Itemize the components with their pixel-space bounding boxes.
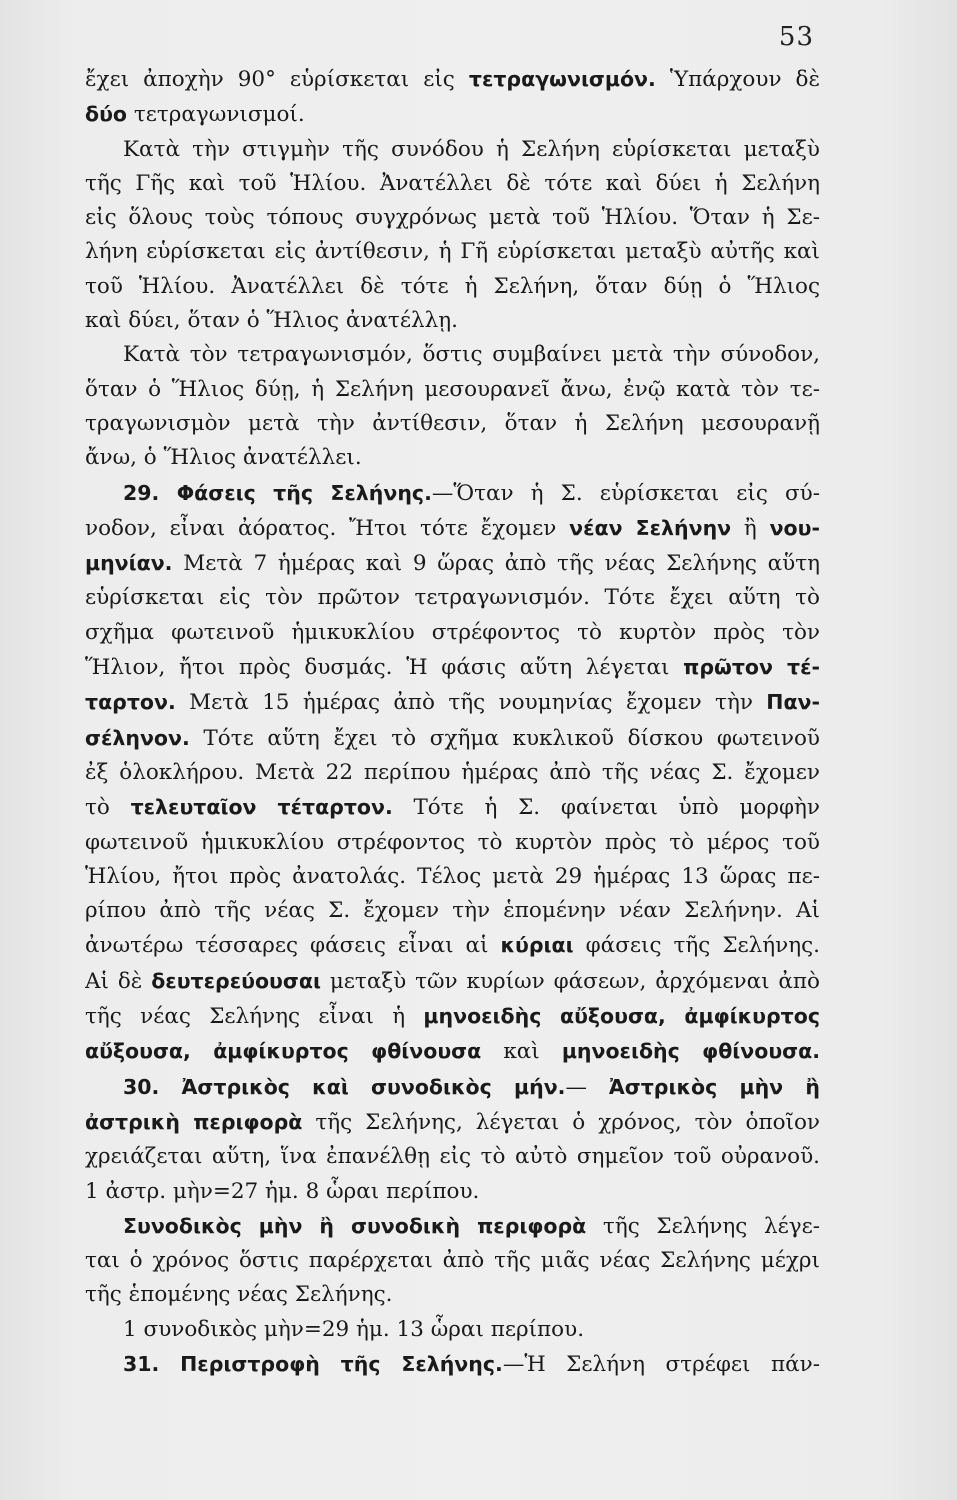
text-line (85, 1175, 820, 1209)
text-run: μεταξὺ τῶν κυρίων φάσεων, ἀρχόμεναι ἀπὸ (320, 968, 820, 994)
text-run: ρίπου ἀπὸ τῆς νέας Σ. ἔχομεν τὴν ἑπομένην νέαν Σελήνην. Αἱ (85, 898, 820, 924)
text-line (85, 928, 820, 963)
text-line (85, 1278, 820, 1312)
text-run: εὑρίσκεται εἰς τὸν πρῶτον τετραγωνισμόν. Τότε ἔχει αὕτη τὸ (85, 585, 820, 611)
text-line (85, 338, 820, 372)
text-run: τῆς Γῆς καὶ τοῦ Ἡλίου. Ἀνατέλλει δὲ τότε καὶ δύει ἡ Σελήνη (85, 170, 820, 196)
text-run: Μετὰ 7 ἡμέρας καὶ 9 ὥρας ἀπὸ τῆς νέας Σελήνης αὕτη (172, 551, 820, 577)
body-text (85, 62, 820, 1382)
text-line (85, 304, 820, 338)
text-line (85, 826, 820, 860)
text-line (85, 407, 820, 441)
bold-term: μηνοειδὴς φθίνουσα. (561, 1039, 820, 1064)
text-run: ὅταν ὁ Ἥλιος δύῃ, ἡ Σελήνη μεσουρανεῖ ἄνω, ἐνῷ κατὰ τὸν τε- (85, 376, 820, 402)
bold-term: 30. Ἀστρικὸς καὶ συνοδικὸς μήν. (123, 1074, 566, 1099)
text-line (85, 999, 820, 1034)
text-run: τῆς νέας Σελήνης εἶναι ἡ (85, 1004, 424, 1030)
text-line (85, 860, 820, 894)
bold-term: κύριαι (500, 933, 574, 958)
text-line (85, 790, 820, 825)
bold-term: νέαν Σελήνην (569, 515, 732, 540)
bold-term: τελευταῖον τέταρτον. (130, 795, 393, 820)
text-line (85, 441, 820, 475)
text-run: νοδον, εἶναι ἀόρατος. Ἤτοι τότε ἔχομεν (85, 515, 570, 541)
bold-term: Παν- (766, 690, 820, 715)
text-run: 1 συνοδικὸς μὴν=29 ἡμ. 13 ὧραι περίπου. (123, 1316, 585, 1342)
text-line (85, 1209, 820, 1244)
text-line (85, 1034, 820, 1069)
text-run: εἰς ὅλους τοὺς τόπους συγχρόνως μετὰ τοῦ Ἡλίου. Ὅταν ἡ Σε- (85, 205, 820, 231)
text-run: ται ὁ χρόνος ὅστις παρέρχεται ἀπὸ τῆς μιᾶς νέας Σελήνης μέχρι (85, 1248, 820, 1274)
text-run: Ὑπάρχουν δὲ (655, 67, 820, 92)
text-run: τετραγωνισμοί. (127, 102, 305, 128)
bold-term: αὔξουσα, ἀμφίκυρτος φθίνουσα (85, 1039, 482, 1064)
text-run: Κατὰ τὸν τετραγωνισμόν, ὅστις συμβαίνει μετὰ τὴν σύνοδον, (123, 342, 820, 368)
text-run: Τότε αὕτη ἔχει τὸ σχῆμα κυκλικοῦ δίσκου φωτεινοῦ (189, 725, 820, 751)
text-line (85, 546, 820, 581)
bold-term: πρῶτον τέ- (683, 655, 820, 680)
text-run: καὶ δύει, ὅταν ὁ Ἥλιος ἀνατέλλῃ. (85, 308, 458, 334)
bold-term: Ἀστρικὸς μὴν ἢ (608, 1074, 820, 1099)
text-run: Κατὰ τὴν στιγμὴν τῆς συνόδου ἡ Σελήνη εὑρίσκεται μεταξὺ (123, 136, 820, 162)
bold-term: ταρτον. (85, 690, 176, 715)
text-line (85, 650, 820, 685)
text-line (85, 235, 820, 269)
text-line (85, 581, 820, 615)
bold-term: μηνοειδὴς αὔξουσα, ἀμφίκυρτος (423, 1004, 820, 1029)
text-line (85, 964, 820, 999)
text-run: καὶ (481, 1039, 562, 1065)
text-run: τῆς Σελήνης λέγε- (586, 1213, 820, 1239)
text-line (85, 1347, 820, 1382)
text-run: — (565, 1074, 609, 1100)
text-line (85, 616, 820, 650)
text-line (85, 1140, 820, 1174)
bold-term: 31. Περιστροφὴ τῆς Σελήνης. (123, 1351, 503, 1376)
text-run: Μετὰ 15 ἡμέρας ἀπὸ τῆς νουμηνίας ἔχομεν τὴν (175, 690, 767, 716)
text-run: φάσεις τῆς Σελήνης. (573, 933, 820, 959)
text-line (85, 62, 820, 97)
text-line (85, 133, 820, 167)
text-run: ἄνω, ὁ Ἥλιος ἀνατέλλει. (85, 445, 362, 471)
text-line (85, 373, 820, 407)
text-line (85, 1244, 820, 1278)
text-run: χρειάζεται αὕτη, ἵνα ἐπανέλθῃ εἰς τὸ αὐτὸ σημεῖον τοῦ οὐρανοῦ. (85, 1144, 820, 1170)
text-run: σχῆμα φωτεινοῦ ἡμικυκλίου στρέφοντος τὸ κυρτὸν πρὸς τὸν (85, 619, 820, 645)
text-line (85, 201, 820, 235)
text-run: ἔχει ἀποχὴν 90° εὑρίσκεται εἰς (85, 67, 469, 92)
text-line (85, 1070, 820, 1105)
text-line (85, 756, 820, 790)
text-line (85, 1313, 820, 1347)
text-line (85, 270, 820, 304)
text-run: ἀνωτέρω τέσσαρες φάσεις εἶναι αἱ (85, 933, 501, 959)
text-run: λήνη εὑρίσκεται εἰς ἀντίθεσιν, ἡ Γῆ εὑρίσκεται μεταξὺ αὐτῆς καὶ (85, 239, 820, 265)
text-line (85, 167, 820, 201)
bold-term: νου- (769, 515, 820, 540)
text-run: ἢ (731, 515, 770, 541)
text-run: τοῦ Ἡλίου. Ἀνατέλλει δὲ τότε ἡ Σελήνη, ὅταν δύῃ ὁ Ἥλιος (85, 273, 820, 299)
text-line (85, 894, 820, 928)
text-run: φωτεινοῦ ἡμικυκλίου στρέφοντος τὸ κυρτὸν πρὸς τὸ μέρος τοῦ (85, 829, 820, 855)
text-run: ἐξ ὁλοκλήρου. Μετὰ 22 περίπου ἡμέρας ἀπὸ τῆς νέας Σ. ἔχομεν (85, 759, 820, 785)
page-number: 53 (778, 22, 814, 52)
text-line (85, 97, 820, 132)
text-run: τῆς Σελήνης, λέγεται ὁ χρόνος, τὸν ὁποῖον (302, 1109, 820, 1135)
bold-term: δύο (85, 102, 128, 127)
text-line (85, 476, 820, 511)
text-run: Ἥλιον, ἤτοι πρὸς δυσμάς. Ἡ φάσις αὕτη λέγεται (85, 655, 684, 681)
bold-term: σέληνον. (85, 725, 190, 750)
text-run: 1 ἀστρ. μὴν=27 ἡμ. 8 ὧραι περίπου. (85, 1178, 480, 1204)
text-run: Τότε ἡ Σ. φαίνεται ὑπὸ μορφὴν (392, 795, 820, 821)
bold-term: ἀστρικὴ περιφορὰ (85, 1109, 303, 1134)
text-run: Αἱ δὲ (85, 968, 152, 994)
text-run: Ἡλίου, ἤτοι πρὸς ἀνατολάς. Τέλος μετὰ 29 ἡμέρας 13 ὥρας πε- (85, 863, 820, 889)
bold-term: Συνοδικὸς μὴν ἢ συνοδικὴ περιφορὰ (123, 1213, 587, 1238)
text-run: —Ὅταν ἡ Σ. εὑρίσκεται εἰς σύ- (431, 480, 820, 506)
text-run: τραγωνισμὸν μετὰ τὴν ἀντίθεσιν, ὅταν ἡ Σελήνη μεσουρανῇ (85, 410, 820, 436)
bold-term: μηνίαν. (85, 551, 173, 576)
text-run: τὸ (85, 795, 131, 821)
text-run: τῆς ἑπομένης νέας Σελήνης. (85, 1282, 393, 1308)
text-line (85, 685, 820, 720)
text-run: —Ἡ Σελήνη στρέφει πάν- (502, 1351, 820, 1377)
text-line (85, 721, 820, 756)
text-line (85, 1105, 820, 1140)
bold-term: δευτερεύουσαι (151, 968, 321, 993)
bold-term: 29. Φάσεις τῆς Σελήνης. (123, 480, 432, 505)
text-line (85, 511, 820, 546)
bold-term: τετραγωνισμόν. (468, 67, 656, 91)
